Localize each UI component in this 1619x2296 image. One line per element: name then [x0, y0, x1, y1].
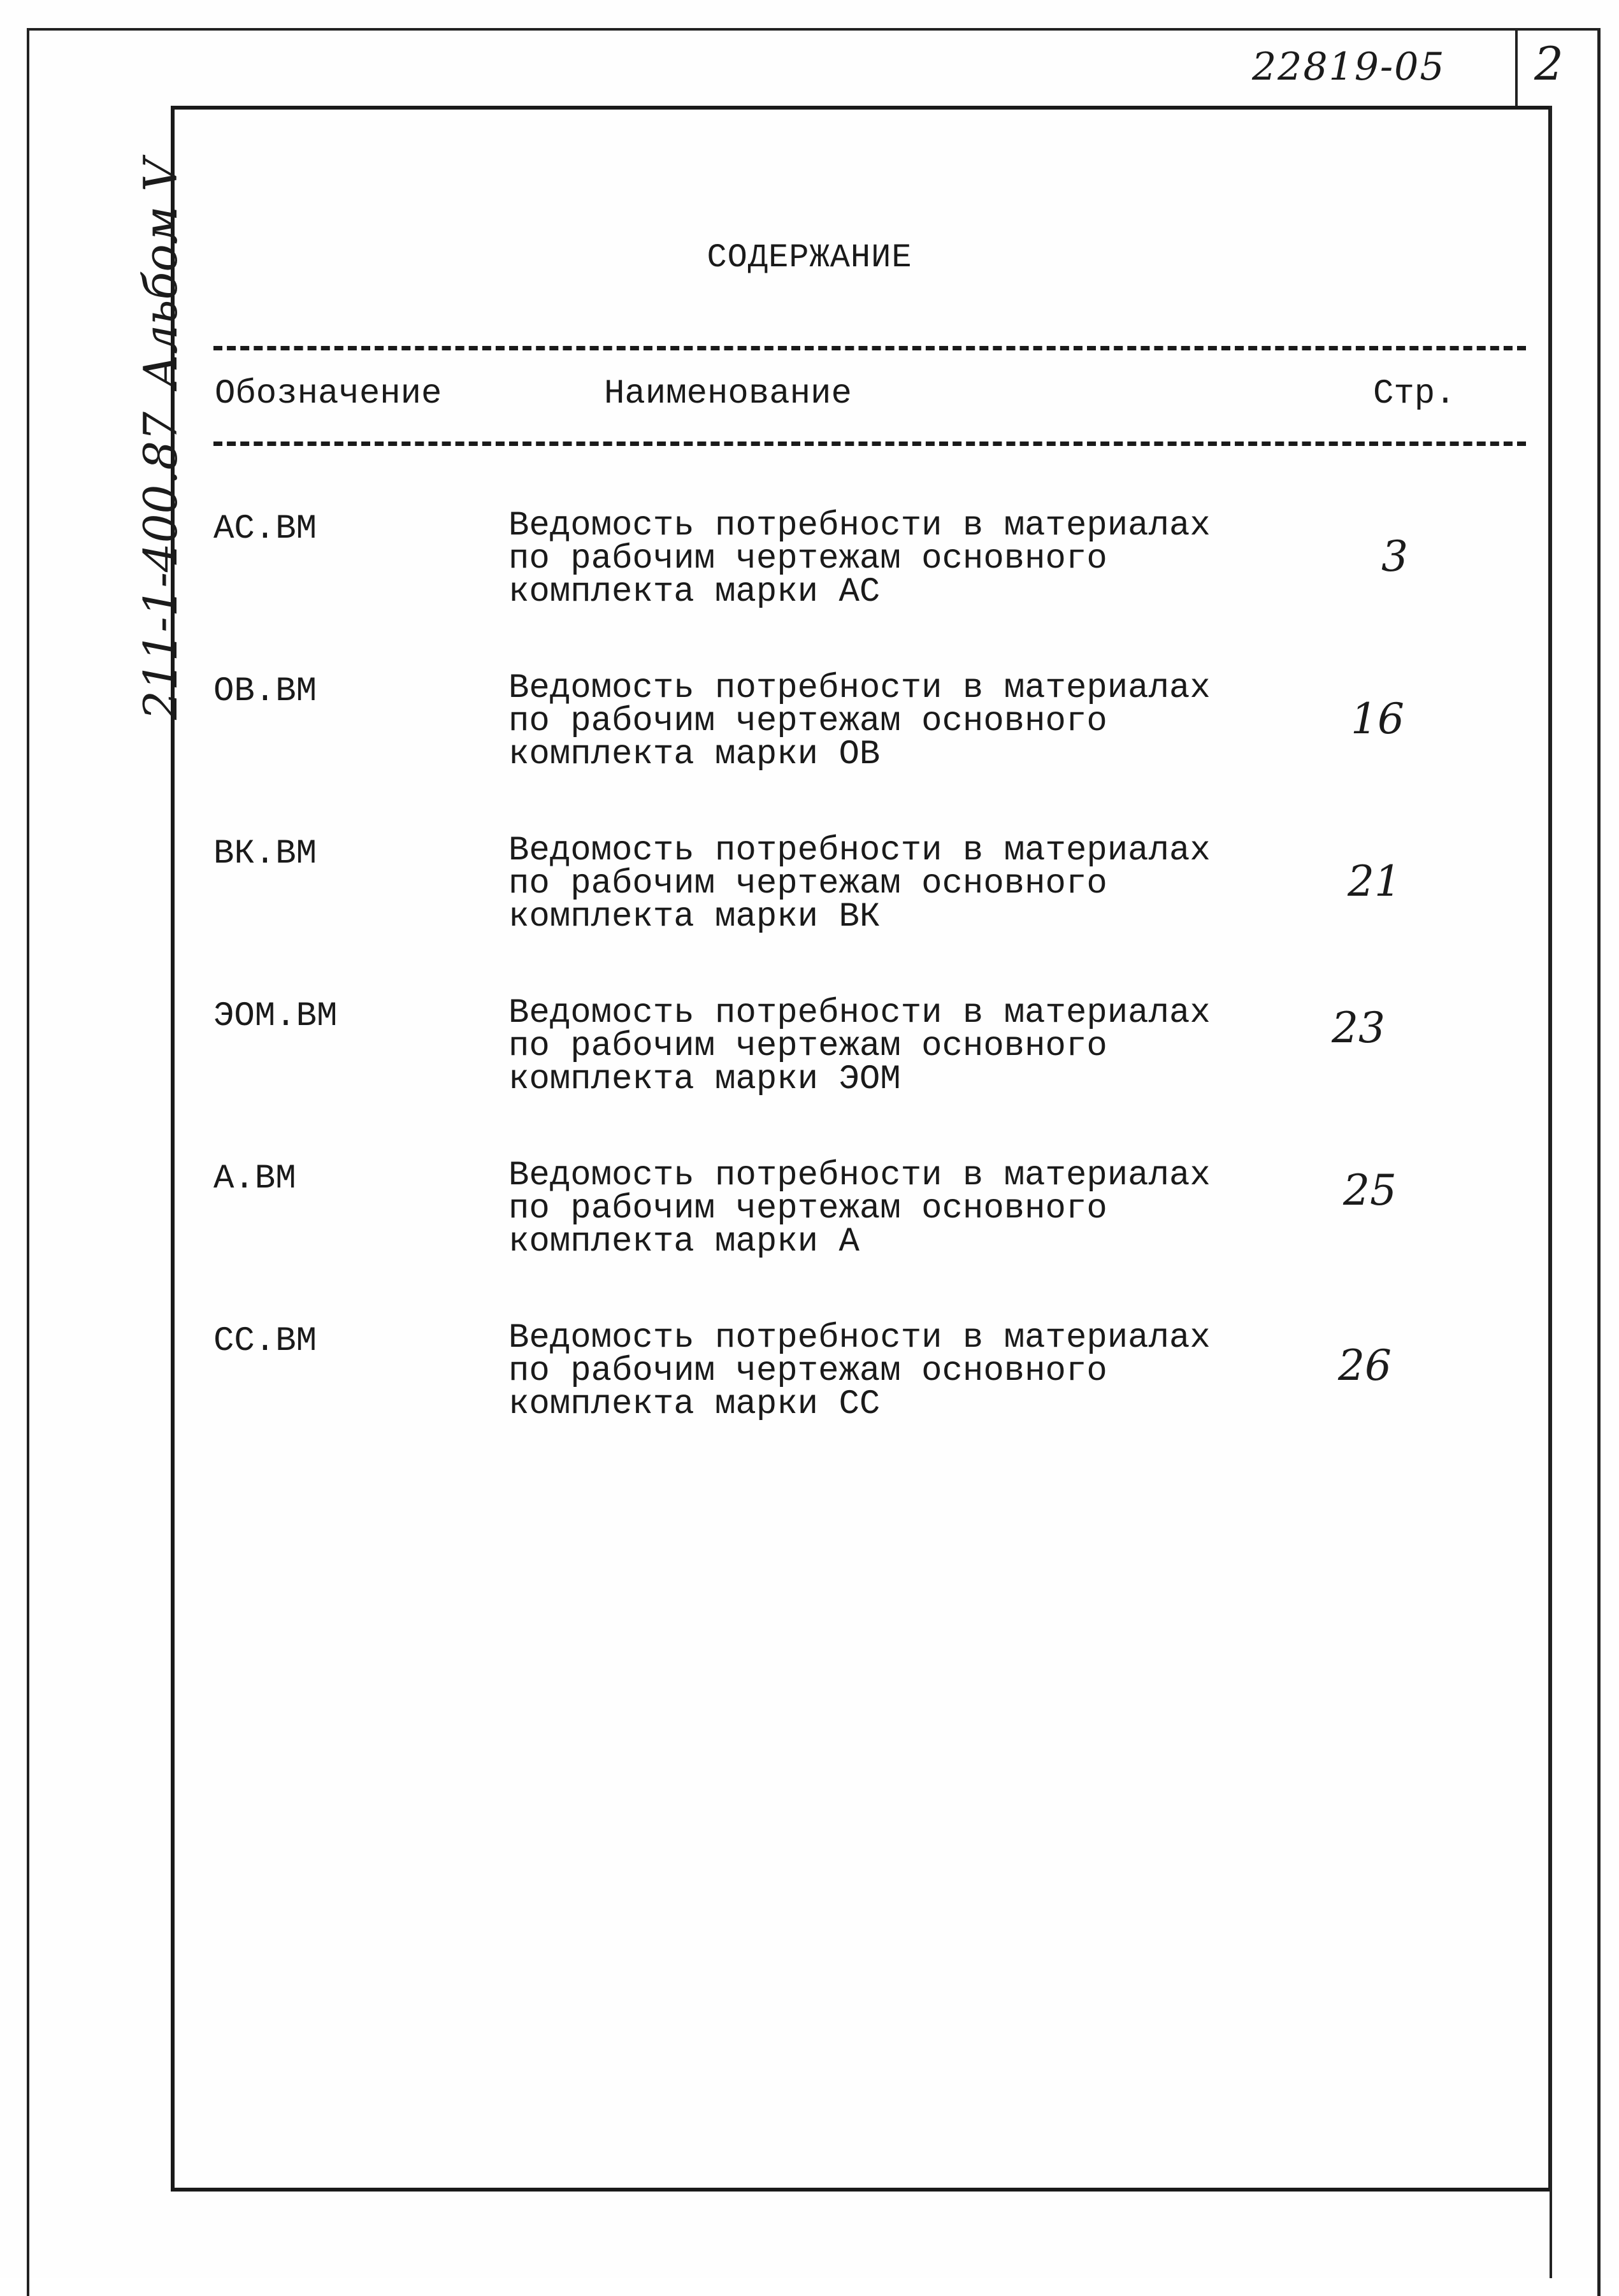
- document-number: 22819-05: [1252, 45, 1446, 89]
- column-header-page: Стр.: [1373, 375, 1456, 413]
- row-name-line: Ведомость потребности в материалах: [508, 1319, 1211, 1358]
- row-name: [508, 669, 1211, 774]
- row-page: 21: [1348, 857, 1401, 906]
- row-name: [508, 506, 1211, 612]
- row-name-line: комплекта марки А: [508, 1223, 860, 1261]
- row-name-line: Ведомость потребности в материалах: [508, 506, 1211, 545]
- row-page: 23: [1332, 1003, 1385, 1052]
- row-name-line: комплекта марки ВК: [508, 898, 881, 936]
- row-code: А.ВМ: [213, 1159, 296, 1198]
- row-name-line: Ведомость потребности в материалах: [508, 669, 1211, 708]
- row-name-line: Ведомость потребности в материалах: [508, 994, 1211, 1033]
- row-name-line: по рабочим чертежам основного: [508, 1027, 1107, 1066]
- inner-frame: [171, 106, 1552, 2192]
- row-code: СС.ВМ: [213, 1322, 317, 1361]
- row-page: 26: [1338, 1341, 1392, 1390]
- row-name-line: комплекта марки ОВ: [508, 735, 881, 774]
- header-top-rule: [213, 346, 1526, 350]
- row-code: АС.ВМ: [213, 510, 317, 549]
- row-name-line: комплекта марки АС: [508, 573, 881, 612]
- page-title: СОДЕРЖАНИЕ: [707, 239, 912, 276]
- project-code: 211-1-400.87: [134, 412, 187, 720]
- row-page: 25: [1343, 1166, 1397, 1215]
- header-bottom-rule: [213, 441, 1526, 446]
- row-code: ЭОМ.ВМ: [213, 997, 338, 1036]
- column-header-code: Обозначение: [215, 375, 442, 413]
- right-margin-line: [1550, 106, 1552, 2278]
- row-name: [508, 994, 1211, 1099]
- row-name-line: по рабочим чертежам основного: [508, 540, 1107, 578]
- album-label: Альбом V: [134, 158, 187, 389]
- row-name-line: по рабочим чертежам основного: [508, 865, 1107, 903]
- row-name-line: по рабочим чертежам основного: [508, 702, 1107, 741]
- row-name-line: комплекта марки ЭОМ: [508, 1060, 901, 1099]
- column-header-name: Наименование: [604, 375, 852, 413]
- row-page: 3: [1381, 532, 1408, 581]
- row-name-line: Ведомость потребности в материалах: [508, 831, 1211, 870]
- row-name-line: Ведомость потребности в материалах: [508, 1156, 1211, 1195]
- row-name: [508, 1156, 1211, 1261]
- sheet-number: 2: [1534, 37, 1564, 90]
- row-code: ВК.ВМ: [213, 835, 317, 873]
- row-name: [508, 1319, 1211, 1424]
- row-page: 16: [1351, 694, 1404, 743]
- row-name: [508, 831, 1211, 936]
- row-name-line: по рабочим чертежам основного: [508, 1352, 1107, 1391]
- row-code: ОВ.ВМ: [213, 672, 317, 711]
- stamp-separator: [1515, 31, 1518, 106]
- row-name-line: комплекта марки СС: [508, 1385, 881, 1424]
- row-name-line: по рабочим чертежам основного: [508, 1189, 1107, 1228]
